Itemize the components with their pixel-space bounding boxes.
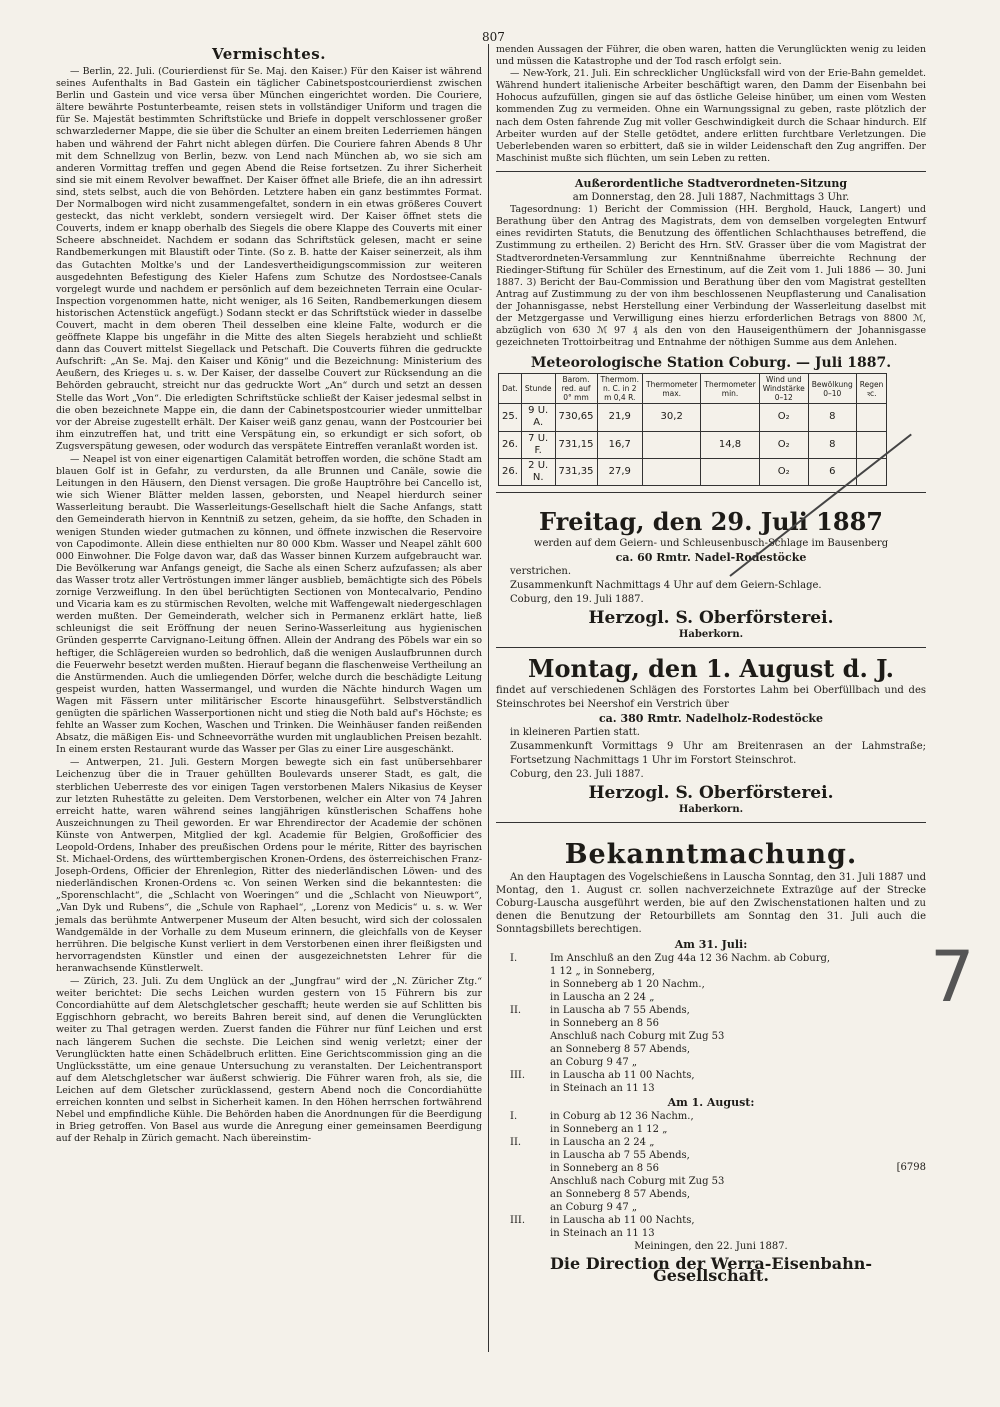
- met-cell: 21,9: [597, 404, 643, 431]
- reference-number: [6798: [896, 1162, 926, 1174]
- list-item: [496, 1227, 926, 1240]
- list-item: [496, 978, 926, 991]
- divider-rule: [496, 492, 926, 493]
- left-column: [56, 44, 482, 1146]
- tt-text: Anschluß nach Coburg mit Zug 53: [550, 1176, 725, 1188]
- session-title: Außerordentliche Stadtverordneten-Sitzung: [574, 176, 848, 190]
- table-row: [499, 404, 887, 431]
- tt-text: in Steinach an 11 13: [550, 1083, 655, 1095]
- ad1-line4: Zusammenkunft Nachmittags 4 Uhr auf dem Geiern-Schlage.: [510, 579, 822, 591]
- tt-text: in Coburg ab 12 36 Nachm.,: [550, 1111, 694, 1123]
- met-cell: 27,9: [597, 458, 643, 485]
- ad2-sign: Herzogl. S. Oberförsterei.: [588, 783, 834, 803]
- table-row: [499, 431, 887, 458]
- list-item: [496, 1136, 926, 1149]
- met-header-cell: Thermom. n. C. in 2 m 0,4 R.: [597, 374, 643, 404]
- tt-roman: III.: [510, 1215, 526, 1227]
- ad2-head: Montag, den 1. August d. J.: [527, 654, 894, 683]
- ad3-head: Bekanntmachung.: [564, 839, 858, 871]
- met-cell: 2 U. N.: [521, 458, 555, 485]
- tt-roman: [496, 978, 550, 991]
- pencil-mark: 7: [930, 936, 975, 1018]
- article-zuerich-continued: menden Aussagen der Führer, die oben waren, hatten die Verunglückten wenig zu leiden und müssen die Katastrophe und der Tod rasch erfolgt sein.: [496, 44, 926, 68]
- list-item: [496, 1082, 926, 1095]
- page-number: 807: [482, 30, 505, 44]
- ad1-line1: werden auf dem Geiern- und Schleusenbusch-Schlage im Bausenberg: [533, 537, 889, 549]
- ad1-sub: Haberkorn.: [678, 628, 744, 640]
- tt-roman: [496, 1082, 550, 1095]
- met-header-cell: Barom. red. auf 0° mm: [555, 374, 597, 404]
- tt-roman: [496, 1188, 550, 1201]
- ad1-sign: Herzogl. S. Oberförsterei.: [588, 607, 834, 628]
- ad1-head: Freitag, den 29. Juli 1887: [539, 506, 883, 536]
- ad1-line5: Coburg, den 19. Juli 1887.: [510, 593, 644, 605]
- met-cell: [643, 431, 701, 458]
- met-table-header: [499, 374, 887, 404]
- tt-roman: I.: [510, 1111, 518, 1123]
- met-cell: 14,8: [701, 431, 759, 458]
- tt-roman: [496, 965, 550, 978]
- table-row: [499, 458, 887, 485]
- list-item: [496, 1162, 926, 1175]
- tt-text: Anschluß nach Coburg mit Zug 53: [550, 1031, 725, 1043]
- met-cell: [701, 404, 759, 431]
- tt-roman: [496, 1162, 550, 1175]
- list-item: [496, 965, 926, 978]
- met-cell: 30,2: [643, 404, 701, 431]
- ad2-sub: Haberkorn.: [678, 804, 744, 815]
- list-item: [496, 1123, 926, 1136]
- tt-text: in Sonneberg an 8 56: [550, 1018, 660, 1030]
- tt-roman: [496, 1030, 550, 1043]
- tt-text: in Lauscha an 2 24 „: [550, 992, 655, 1004]
- list-item: [496, 991, 926, 1004]
- list-item: [496, 1110, 926, 1123]
- met-header-cell: Bewölkung 0–10: [808, 374, 856, 404]
- tt-text: 1 12 „ in Sonneberg,: [550, 966, 655, 978]
- tt-text: in Sonneberg ab 1 20 Nachm.,: [550, 979, 705, 991]
- met-cell: 730,65: [555, 404, 597, 431]
- article-zuerich: — Zürich, 23. Juli. Zu dem Unglück an der „Jungfrau“ wird der „N. Züricher Ztg.“ weiter berichtet: Die sechs Leichen wurden gestern von 15 Führern bis zur Concordiahütte auf dem Aletschgletscher geschafft; heute werden sie auf Schlitten bis Eggischhorn gebracht, wo bereits Bahren bereit sind, auf denen die Verunglückten weiter zu Thal getragen werden. Zuerst fanden die Führer nur fünf Leichen und erst nach längerem Suchen die sechste. Die Leichen sind wenig verletzt; einer der Verunglückten hatte einen Schädelbruch erlitten. Eine Gerichtscommission ging an die Unglücksstätte, um eine genaue Untersuchung zu veranstalten. Der Leichentransport auf dem Aletschgletscher war äußerst schwierig. Die Führer waren froh, als sie, die Leichen auf dem Gletscher zurücklassend, gestern Abend noch die Concordiahütte erreichen konnten und selbst in Sicherheit kamen. In den Höhen herrschen fortwährend Nebel und empfindliche Kühle. Die Behörden haben die Anordnungen für die Beerdigung in Brieg getroffen. Von Basel aus wurde die Anregung einer gemeinsamen Beerdigung auf der Rehalp in Zürich gemacht. Nach übereinstim-: [56, 976, 482, 1145]
- ad3-intro: An den Hauptagen des Vogelschießens in Lauscha Sonntag, den 31. Juli 1887 und Montag, den 1. August cr. sollen nachverzeichnete Extrazüge auf der Strecke Coburg-Lauscha ausgeführt werden, bie auf den Zwischenstationen halten und zu denen die Benutzung der Retourbillets am Sonntag den 31. Juli auch die Sonntagsbillets berechtigen.: [496, 872, 926, 936]
- section-title: Vermischtes.: [212, 45, 326, 63]
- tt-text: an Coburg 9 47 „: [550, 1057, 638, 1069]
- met-table: [498, 373, 887, 486]
- met-cell: 7 U. F.: [521, 431, 555, 458]
- tt-text: an Sonneberg 8 57 Abends,: [550, 1044, 691, 1056]
- tt-text: in Lauscha ab 7 55 Abends,: [550, 1150, 690, 1162]
- tt-text: in Sonneberg an 1 12 „: [550, 1124, 668, 1136]
- timetable-day1: [496, 952, 926, 1095]
- met-header-cell: Thermometer max.: [643, 374, 701, 404]
- tt-text: in Lauscha ab 11 00 Nachts,: [550, 1070, 695, 1082]
- tt-text: in Lauscha ab 7 55 Abends,: [550, 1005, 690, 1017]
- met-cell: 8: [808, 404, 856, 431]
- tt-roman: [496, 1201, 550, 1214]
- met-cell: 731,15: [555, 431, 597, 458]
- article-new-york: — New-York, 21. Juli. Ein schrecklicher Unglücksfall wird von der Erie-Bahn gemeldet. Während hundert italienische Arbeiter beschäftigt waren, den Damm der Eisenbahn bei Hohocus aufzufüllen, gingen sie auf das östliche Geleise hinüber, um einen vom Westen kommenden Zug zu vermeiden. Ohne ein Warnungssignal zu geben, raste plötzlich der nach dem Osten fahrende Zug mit voller Geschwindigkeit durch die Schaar hindurch. Elf Arbeiter wurden auf der Stelle getödtet, andere erlitten furchtbare Verletzungen. Die Ueberlebenden waren so erbittert, daß sie in wilder Leidenschaft den Zug angriffen. Der Maschinist mußte sich flüchten, um sein Leben zu retten.: [496, 68, 926, 164]
- divider-rule: [496, 647, 926, 648]
- list-item: [496, 1188, 926, 1201]
- tt-text: in Sonneberg an 8 56: [550, 1163, 660, 1175]
- tt-roman: I.: [510, 953, 518, 965]
- met-cell: [701, 458, 759, 485]
- list-item: [496, 952, 926, 965]
- met-cell: [856, 404, 887, 431]
- tt-text: an Coburg 9 47 „: [550, 1202, 638, 1214]
- tt-text: an Sonneberg 8 57 Abends,: [550, 1189, 691, 1201]
- met-header-cell: Stunde: [521, 374, 555, 404]
- column-divider: [488, 44, 489, 1352]
- list-item: [496, 1201, 926, 1214]
- list-item: [496, 1017, 926, 1030]
- divider-rule: [496, 171, 926, 172]
- ad2-line4: Zusammenkunft Vormittags 9 Uhr am Breitenrasen an der Lahmstraße; Fortsetzung Nachmittags 1 Uhr im Forstort Steinschrot.: [510, 741, 926, 766]
- met-header-cell: Dat.: [499, 374, 522, 404]
- list-item: [496, 1175, 926, 1188]
- met-cell: 26.: [499, 431, 522, 458]
- ad1-line3: verstrichen.: [510, 565, 572, 577]
- tt-roman: [496, 1227, 550, 1240]
- tt-roman: [496, 1043, 550, 1056]
- ad3-sign: Die Direction der Werra-Eisenbahn-Gesellschaft.: [550, 1254, 872, 1286]
- list-item: [496, 1043, 926, 1056]
- divider-rule: [496, 822, 926, 823]
- met-cell: [643, 458, 701, 485]
- tt-roman: II.: [510, 1137, 522, 1149]
- ad2-line3: in kleineren Partien statt.: [510, 727, 640, 738]
- list-item: [496, 1004, 926, 1017]
- met-cell: 16,7: [597, 431, 643, 458]
- tt-roman: [496, 1017, 550, 1030]
- met-cell: 26.: [499, 458, 522, 485]
- timetable-day2: [496, 1110, 926, 1240]
- tt-text: in Steinach an 11 13: [550, 1228, 655, 1240]
- article-berlin: — Berlin, 22. Juli. (Courierdienst für Se. Maj. den Kaiser.) Für den Kaiser ist während seines Aufenthalts in Bad Gastein ein täglicher Cabinetspostcourierdienst zwischen Berlin und Gastein und vice versa über München eingerichtet worden. Die Couriere, ältere bewährte Postunterbeamte, reisen stets in vollständiger Uniform und tragen die für Se. Majestät bestimmten Schriftstücke und Briefe in doppelt verschlossener großer schwarzlederner Mappe, die sie über die Schulter an einem breiten Lederriemen hängen haben und während der Fahrt nicht ablegen dürfen. Die Couriere fahren Abends 8 Uhr mit dem Schnellzug von Berlin, bezw. von Lend nach München ab, wo sie sich am anderen Vormittag treffen und gegen Abend die Reise fortsetzen. Zu ihrer Sicherheit sind sie mit einem Revolver bewaffnet. Der Kaiser öffnet alle Briefe, die an ihn adressirt sind, stets selbst, auch die von Behörden. Letztere haben ein ganz bestimmtes Format. Der Normalbogen wird nicht zusammengefaltet, sondern in ein etwas größeres Couvert gesteckt, das nicht verklebt, sondern versiegelt wird. Der Kaiser öffnet stets die Couverts, indem er knapp oberhalb des Siegels die obere Klappe des Couverts mit einer Scheere abschneidet. Nachdem er sodann das Schriftstück gelesen, macht er seine Randbemerkungen mit Blaustift oder Tinte. (So z. B. hatte der Kaiser seinerzeit, als ihm das Gutachten Moltke's und der Landesvertheidigungscommission zur weiteren ausgedehnten Befestigung des Kieler Hafens zum Schutze des Nordostsee-Canals vorgelegt wurde und nachdem er persönlich auf dem bezeichneten Terrain eine Ocular-Inspection vorgenommen hatte, nicht weniger, als 16 Seiten, Randbemerkungen diesem historischen Actenstück angefügt.) Sodann steckt er das Schriftstück wieder in dasselbe Couvert, macht in dem oberen Theil desselben eine kleine Falte, wodurch er die geöffnete Klappe bis ungefähr in die Mitte des alten Siegels herabzieht und schließt dann das Couvert mittelst Siegellack und Petschaft. Die Couverts führen die gedruckte Aufschrift: „An Se. Maj. den Kaiser und König“ und die Bezeichnung: Ministerium des Aeußern, des Krieges u. s. w. Der Kaiser, der dasselbe Couvert zur Rücksendung an die Behörden gebraucht, streicht nur das gedruckte Wort „An“ durch und setzt an dessen Stelle das Wort „Von“. Die erledigten Schriftstücke schließt der Kaiser jedesmal selbst in die oben bezeichnete Mappe ein, die dann der Cabinetspostcourier wieder unmittelbar vor der Abreise zugestellt erhält. Der Kaiser weiß ganz genau, wann der Postcourier bei ihm einzutreffen hat, und tritt eine Verspätung ein, so erkundigt er sich sofort, ob Zugsverspätung gewesen, oder wodurch das verspätete Eintreffen veranlaßt worden ist.: [56, 66, 482, 452]
- met-cell: O₂: [759, 404, 808, 431]
- met-cell: 9 U. A.: [521, 404, 555, 431]
- met-cell: 25.: [499, 404, 522, 431]
- article-antwerpen: — Antwerpen, 21. Juli. Gestern Morgen bewegte sich ein fast unübersehbarer Leichenzug über die in Trauer gehüllten Boulevards unserer Stadt, es galt, die sterblichen Ueberreste des vor einigen Tagen verstorbenen Malers Nikasius de Keyser zur letzten Ruhestätte zu geleiten. Dem Verstorbenen, welcher ein Alter von 74 Jahren erreicht hatte, waren während seines langjährigen künstlerischen Schaffens hohe Auszeichnungen zu Theil geworden. Er war Ehrendirector der Academie der schönen Künste von Antwerpen, Mitglied der kgl. Academie für Belgien, Großofficier des Leopold-Ordens, Inhaber des preußischen Ordens pour le mérite, Ritter des bayrischen St. Michael-Ordens, des württembergischen Kronen-Ordens, des österreichischen Franz-Joseph-Ordens, Officier der Ehrenlegion, Ritter des niederländischen Löwen- und des niederländischen Kronen-Ordens ꝛc. Von seinen Werken sind die bekanntesten: die „Sporenschlacht“, die „Schlacht von Woeringen“ und die „Schlacht von Nieuwport“, „Van Dyk und Rubens“, die „Schule von Raphael“, „Lorenz von Medicis“ u. s. w. Wer jemals das berühmte Antwerpener Museum der Alten besucht, wird sich der colossalen Wandgemälde in der Vorhalle zu dem Museum erinnern, die gleichfalls von de Keyser herrühren. Die belgische Kunst verliert in dem Verstorbenen einen ihrer fleißigsten und hervorragendsten Künstler und einen der ausgezeichnetsten Lehrer für die heranwachsende Künstlerwelt.: [56, 757, 482, 974]
- met-header-cell: Thermometer min.: [701, 374, 759, 404]
- session-date: am Donnerstag, den 28. Juli 1887, Nachmittags 3 Uhr.: [572, 192, 850, 204]
- ad2-line2: ca. 380 Rmtr. Nadelholz-Rodestöcke: [598, 712, 824, 725]
- met-cell: O₂: [759, 431, 808, 458]
- tt-text: Im Anschluß an den Zug 44a 12 36 Nachm. ab Coburg,: [550, 953, 831, 965]
- tt-roman: [496, 1056, 550, 1069]
- list-item: [496, 1069, 926, 1082]
- met-cell: 6: [808, 458, 856, 485]
- session-agenda: Tagesordnung: 1) Bericht der Commission (HH. Berghold, Hauck, Langert) und Berathung über den Antrag des Magistrats, dem von demselben vorgelegten Entwurf eines revidirten Statuts, die Benutzung des öffentlichen Schlachthauses betreffend, die Zustimmung zu ertheilen. 2) Bericht des Hrn. StV. Grasser über die vom Magistrat der Stadtverordneten-Versammlung zur Kenntnißnahme überreichte Rechnung der Riedinger-Stiftung für Schüler des Ernestinum, auf die Zeit vom 1. Juli 1886 — 30. Juni 1887. 3) Bericht der Bau-Commission und Berathung über den vom Magistrat gestellten Antrag auf Zustimmung zu der von ihm beschlossenen Neupflasterung und Canalisation der Johannisgasse, nebst Herstellung einer Verbindung der Wasserleitung daselbst mit der Metzgergasse und Verwilligung eines hierzu erforderlichen Betrags von 8800 ℳ, abzüglich von 630 ℳ 97 ₰ als den von den Hauseigenthümern der Johannisgasse gezeichneten Trottoirbeitrag und Entnahme der nöthigen Summe aus dem Anlehen.: [496, 204, 926, 349]
- timetable-day1-title: Am 31. Juli:: [674, 938, 748, 952]
- tt-roman: III.: [510, 1070, 526, 1082]
- tt-roman: [496, 1175, 550, 1188]
- met-cell: 731,35: [555, 458, 597, 485]
- tt-text: in Lauscha ab 11 00 Nachts,: [550, 1215, 695, 1227]
- list-item: [496, 1030, 926, 1043]
- list-item: [496, 1214, 926, 1227]
- list-item: [496, 1149, 926, 1162]
- tt-roman: [496, 1149, 550, 1162]
- tt-text: in Lauscha an 2 24 „: [550, 1137, 655, 1149]
- met-header-cell: Regen ꝛc.: [856, 374, 887, 404]
- ad3-date: Meiningen, den 22. Juni 1887.: [634, 1241, 788, 1253]
- met-header-cell: Wind und Windstärke 0–12: [759, 374, 808, 404]
- ad2-line5: Coburg, den 23. Juli 1887.: [510, 769, 644, 780]
- met-cell: 8: [808, 431, 856, 458]
- ad2-line1: findet auf verschiedenen Schlägen des Forstortes Lahm bei Oberfüllbach und des Steinschrotes bei Neershof ein Verstrich über: [496, 685, 926, 710]
- met-station-title: Meteorologische Station Coburg. — Juli 1887.: [530, 355, 892, 372]
- timetable-day2-title: Am 1. August:: [667, 1096, 755, 1110]
- right-column: [496, 44, 926, 1286]
- tt-roman: [496, 991, 550, 1004]
- list-item: [496, 1056, 926, 1069]
- tt-roman: [496, 1123, 550, 1136]
- tt-roman: II.: [510, 1005, 522, 1017]
- ad1-line2: ca. 60 Rmtr. Nadel-Rodestöcke: [615, 550, 807, 564]
- article-neapel: — Neapel ist von einer eigenartigen Calamität betroffen worden, die schöne Stadt am blauen Golf ist in Gefahr, zu verdursten, da alle Brunnen und Canäle, sowie die Leitungen in den Häusern, den Dienst versagen. Die große Hauptröhre bei Cancello ist, wie sich Wiener Blätter melden lassen, geborsten, und Neapel hierdurch seiner Wasserleitung beraubt. Die Wasserleitungs-Gesellschaft hielt die Sache Anfangs, statt den Gemeinderath hiervon in Kenntniß zu setzen, geheim, da sie hoffte, den Schaden in wenigen Stunden wieder gutmachen zu können, und öffnete inzwischen die Reservoire von Capodimonte. Allein diese enthielten nur 80 000 Kbm. Wasser und Neapel zählt 600 000 Einwohner. Die Folge davon war, daß das Wasser binnen Kurzem aufgebraucht war. Die Bevölkerung war Anfangs geneigt, die Sache als einen Scherz aufzufassen; als aber das Wasser trotz aller Vertröstungen immer länger ausblieb, bemächtigte sich des Pöbels zornige Verzweiflung. In den übel berüchtigten Sectionen von Montecalvario, Pendino und Vicaria kam es zu stürmischen Revolten, welche mit Waffengewalt niedergeschlagen werden mußten. Der Gemeinderath, welcher sich in Permanenz erklärt hatte, ließ schleunigst die seit Eröffnung der neuen Serino-Wasserleitung aus hygienischen Gründen gesperrte Carvignano-Leitung öffnen. Allein der Andrang des Pöbels war ein so heftiger, die Schlägereien wurden so bedrohlich, daß die wenigen Auslaufbrunnen durch die Feuerwehr besetzt werden mußten. Hierauf begann die flaschenweise Vertheilung an die Anstürmenden. Auch die umliegenden Dörfer, welche durch die beschädigte Leitung gespeist wurden, hatten Wassermangel, und wurden die Nächte hindurch Wagen um Wagen mit Fässern unter militärischer Escorte hinausgeführt. Selbstverständlich genügten die spärlichen Wasserportionen nicht und stieg die Noth bald auf's Höchste; es fehlte an Wasser zum Kochen, Waschen und Trinken. Die Weinhäuser fanden reißenden Absatz, die mäßigen Eis- und Schneevorräthe wurden mit unglaublichen Preisen bezahlt. In einem ersten Restaurant wurde das Wasser per Glas zu einer Lire ausgeschänkt.: [56, 454, 482, 756]
- met-cell: O₂: [759, 458, 808, 485]
